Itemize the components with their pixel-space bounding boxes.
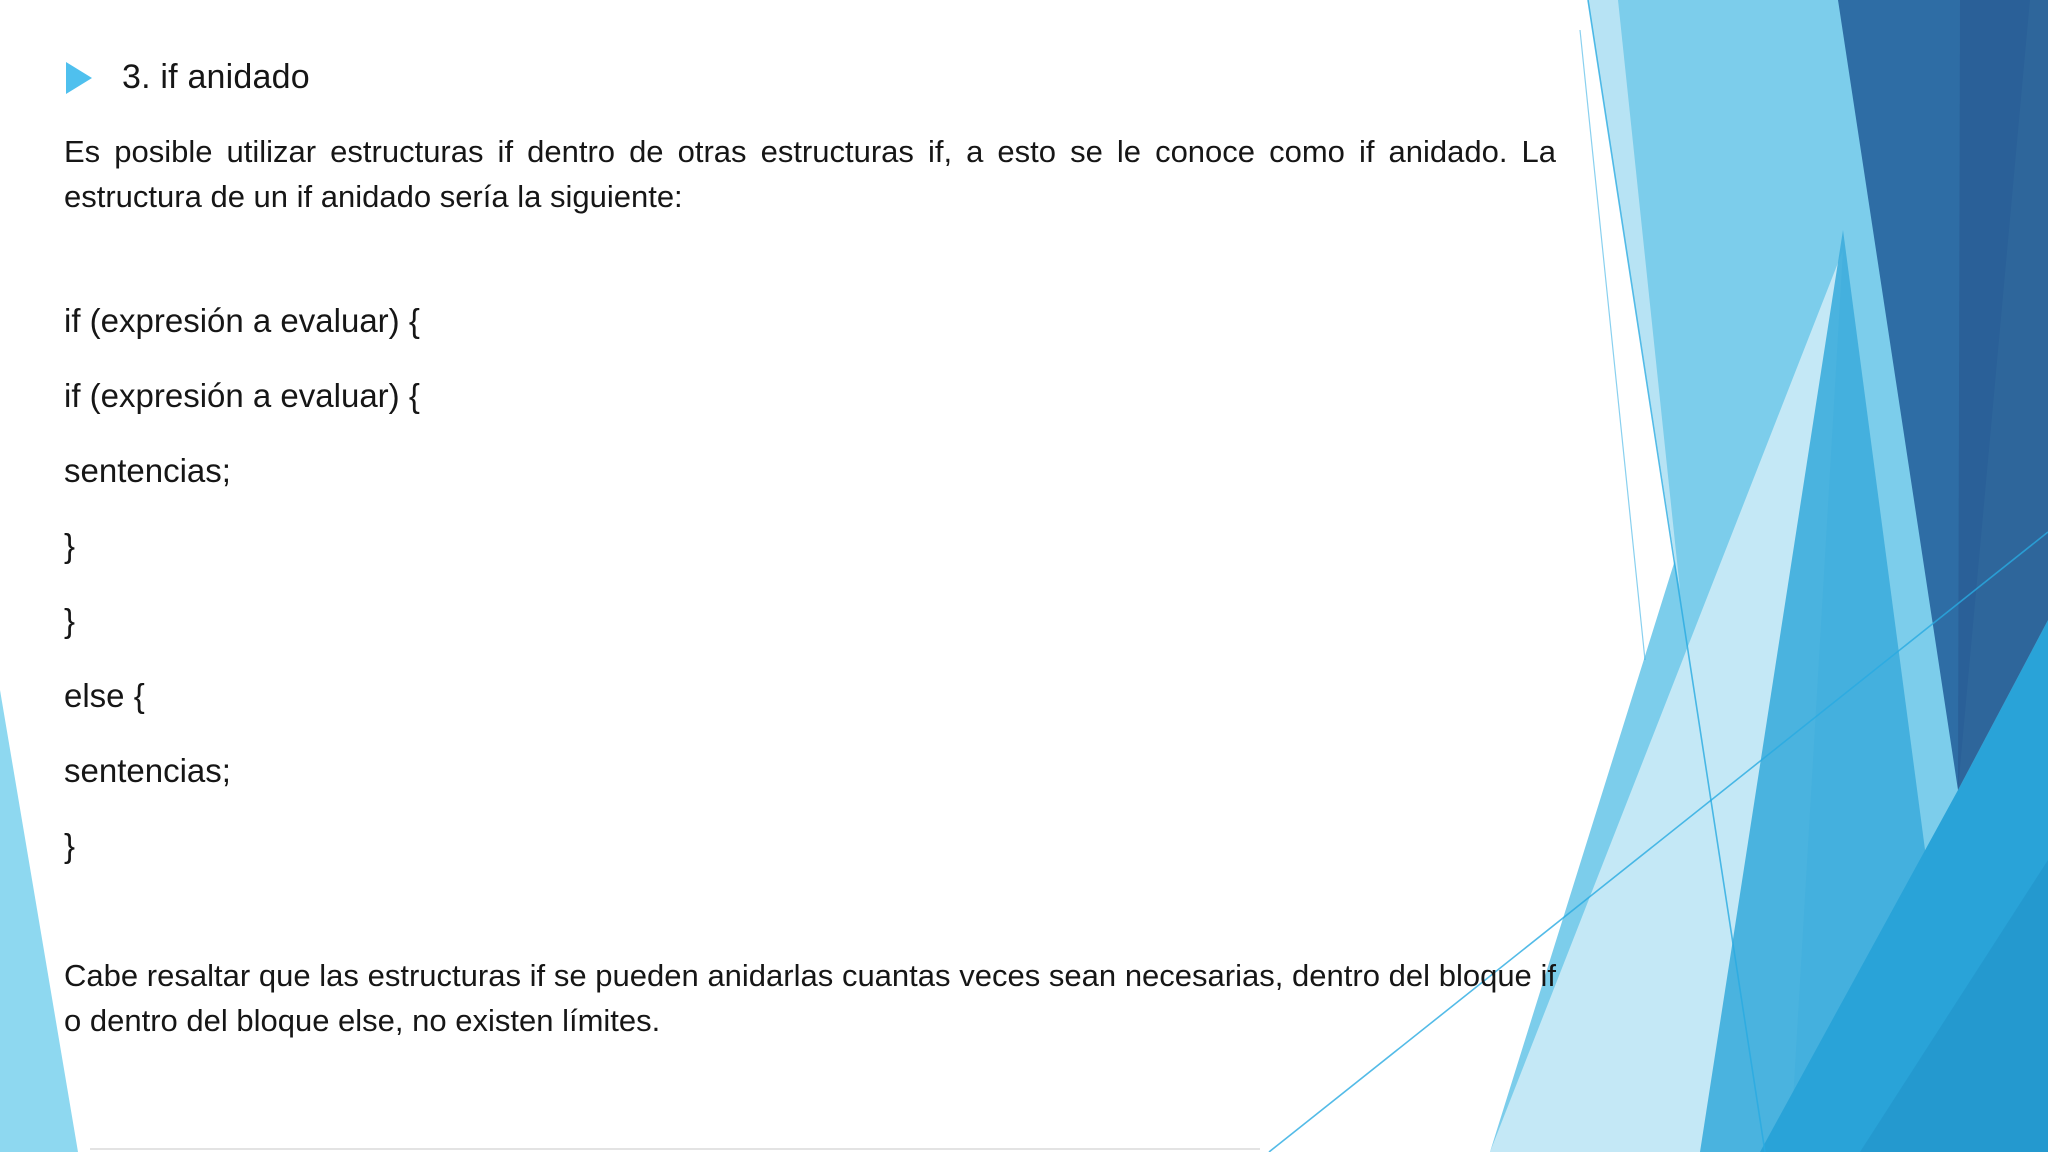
- code-line: if (expresión a evaluar) {: [64, 377, 420, 414]
- code-line: }: [64, 827, 76, 864]
- intro-paragraph: Es posible utilizar estructuras if dentro de otras estructuras if, a esto se le conoce como if anidado. La estructura de un if anidado sería la siguiente:: [64, 134, 1556, 214]
- code-block: [64, 283, 1556, 883]
- title-row: [66, 58, 1556, 97]
- code-line: sentencias;: [64, 452, 231, 489]
- note-paragraph: Cabe resaltar que las estructuras if se pueden anidarlas cuantas veces sean necesarias, dentro del bloque if o dentro del bloque else, no existen límites.: [64, 958, 1556, 1038]
- slide-content: [64, 58, 1556, 1043]
- slide-edge-line: [90, 1148, 1260, 1150]
- code-line: }: [64, 527, 76, 564]
- slide-title: 3. if anidado: [122, 58, 310, 96]
- code-line: else {: [64, 677, 145, 714]
- code-line: }: [64, 602, 76, 639]
- triangle-bullet-icon: [66, 62, 92, 94]
- code-line: if (expresión a evaluar) {: [64, 302, 420, 339]
- code-line: sentencias;: [64, 752, 231, 789]
